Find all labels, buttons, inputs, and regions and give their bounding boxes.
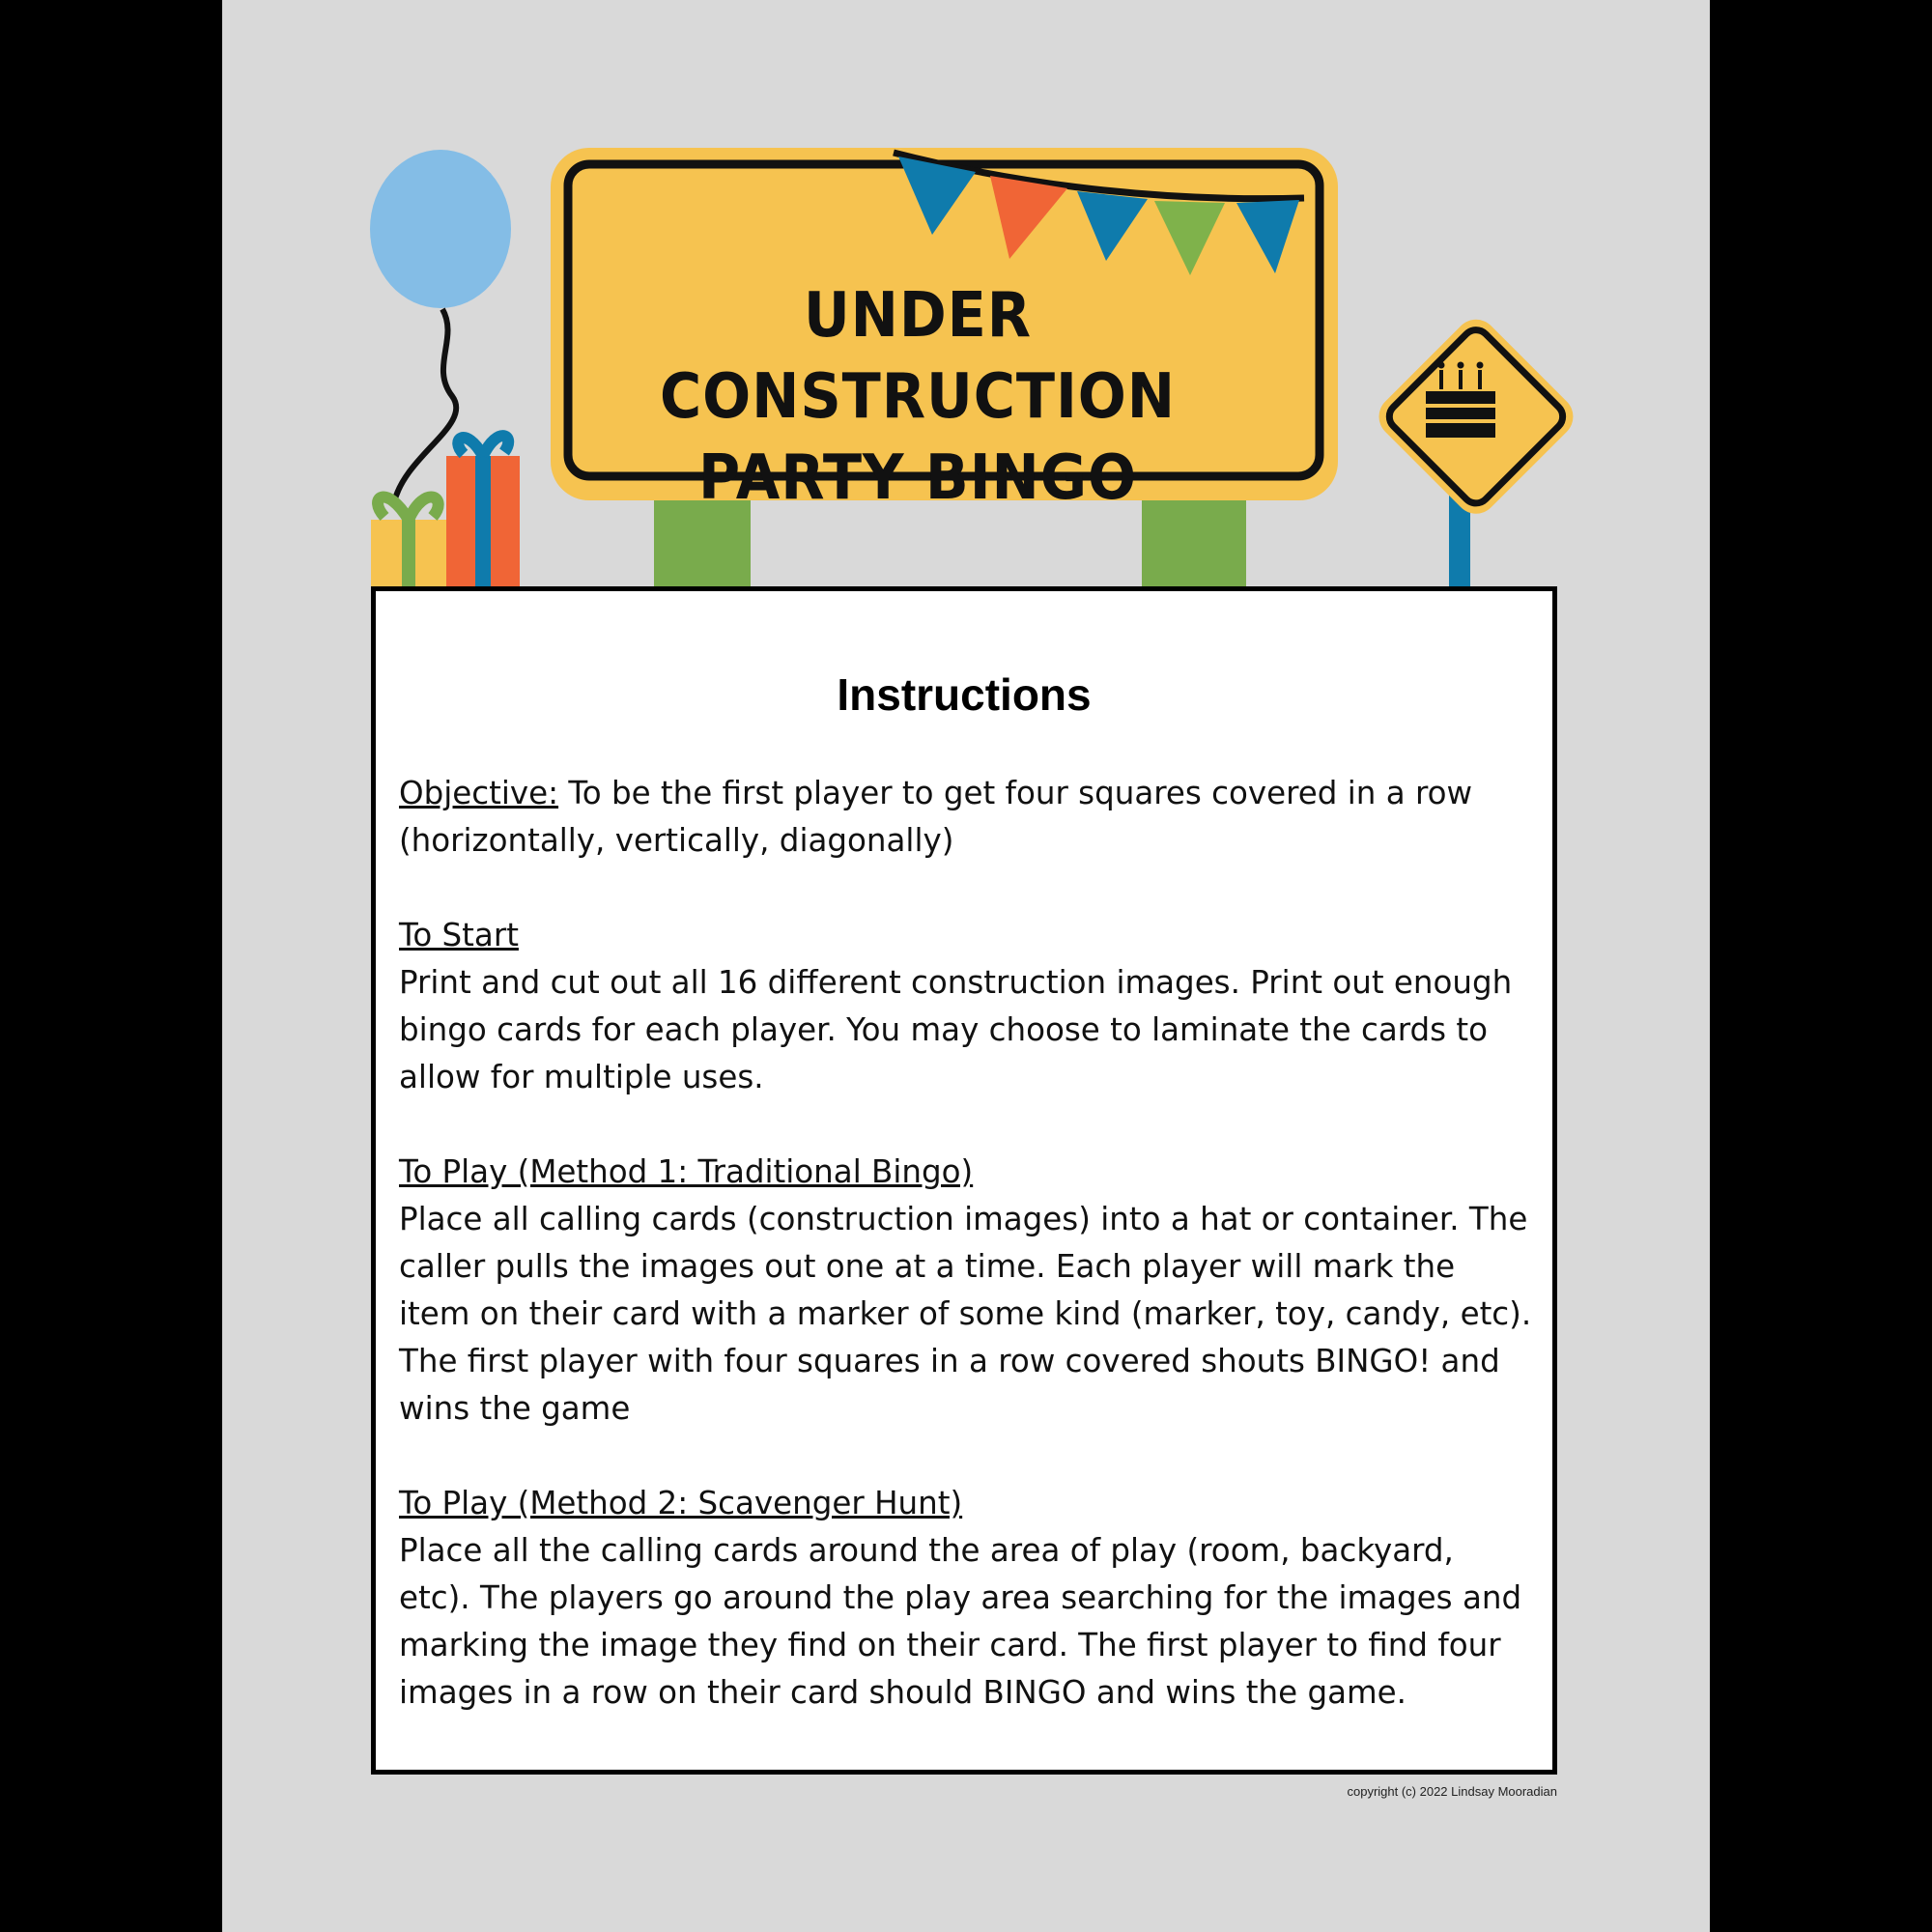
instructions-card [371,586,1557,1775]
start-text: Print and cut out all 16 different construction images. Print out enough bingo cards for each player. You may choose to laminate the cards to allow for multiple uses. [399,964,1513,1095]
objective-section [399,770,1534,865]
title-line-1: UNDER CONSTRUCTION [660,280,1176,433]
method2-label: To Play (Method 2: Scavenger Hunt) [399,1485,963,1521]
instructions-body [399,770,1534,1764]
start-label: To Start [399,917,519,953]
road-sign-icon [1370,311,1581,587]
objective-text: To be the first player to get four squares covered in a row (horizontally, vertically, diagonally) [399,775,1473,859]
page [222,0,1710,1932]
gift-box-icon [371,436,520,587]
instructions-heading: Instructions [837,669,1092,720]
objective-label: Objective: [399,775,559,811]
method2-text: Place all the calling cards around the area of play (room, backyard, etc). The players go around the play area searching for the images and marking the image they find on their card. The first player to find four images in a row on their card should BINGO and wins the game. [399,1532,1522,1711]
method2-section [399,1480,1534,1717]
page-title [567,275,1269,519]
copyright-notice: copyright (c) 2022 Lindsay Mooradian [1347,1784,1557,1799]
start-section [399,912,1534,1101]
title-line-2: PARTY BINGO [698,442,1137,514]
method1-text: Place all calling cards (construction images) into a hat or container. The caller pulls the images out one at a time. Each player will mark the item on their card with a marker of some kind (marker, toy, candy, etc). The first player with four squares in a row covered shouts BINGO! and wins the game [399,1201,1532,1427]
method1-label: To Play (Method 1: Traditional Bingo) [399,1153,974,1190]
method1-section [399,1149,1534,1433]
